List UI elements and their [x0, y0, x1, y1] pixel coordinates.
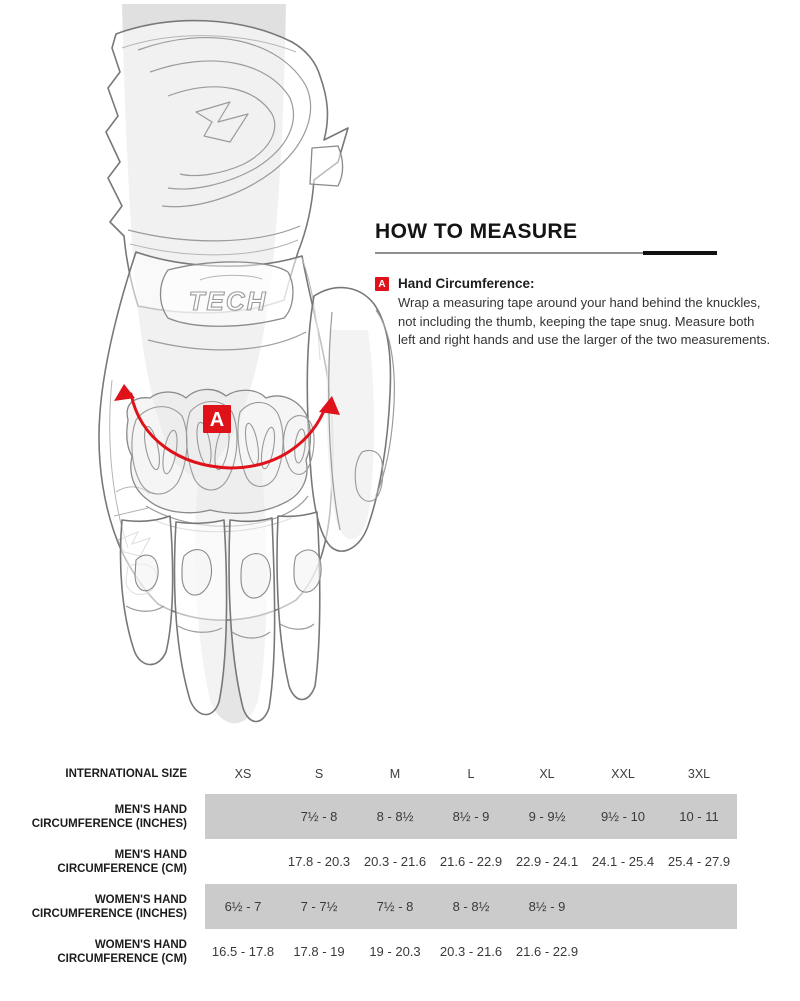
size-table-header-label: INTERNATIONAL SIZE	[0, 756, 205, 792]
size-value-cell	[585, 929, 661, 974]
size-value-cell: 8½ - 9	[433, 794, 509, 839]
title-underline	[375, 251, 717, 255]
size-value-cell: 21.6 - 22.9	[439, 854, 503, 869]
marker-a-badge-small	[375, 277, 389, 291]
table-row-mens-cm	[0, 839, 742, 884]
size-value-cell	[661, 884, 737, 929]
marker-a-letter: A	[209, 409, 225, 431]
size-value-cell: 8 - 8½	[433, 884, 509, 929]
size-column-header: XXL	[611, 767, 635, 781]
row-label: WOMEN'S HAND CIRCUMFERENCE (INCHES)	[0, 884, 205, 929]
size-value-cell: 7½ - 8	[281, 794, 357, 839]
size-value-cell: 8 - 8½	[357, 794, 433, 839]
size-value-cell: 22.9 - 24.1	[515, 854, 579, 869]
size-column-header: XS	[234, 767, 252, 781]
underline-thick-segment	[643, 251, 717, 255]
size-value-cell: 21.6 - 22.9	[515, 944, 579, 959]
measure-item-body	[398, 276, 770, 350]
how-to-measure-section	[375, 220, 771, 350]
size-value-cell	[205, 839, 281, 884]
measure-item-line: Wrap a measuring tape around your hand behind the knuckles,	[398, 295, 761, 310]
table-row-mens-inches	[0, 794, 742, 839]
size-value-cell: 16.5 - 17.8	[211, 944, 275, 959]
glove-illustration	[0, 0, 420, 750]
glove-line-art	[0, 0, 420, 750]
size-value-cell: 19 - 20.3	[369, 944, 421, 959]
size-value-cell: 24.1 - 25.4	[591, 854, 655, 869]
size-value-cell: 6½ - 7	[205, 884, 281, 929]
size-table	[0, 756, 742, 974]
size-value-cell: 7 - 7½	[281, 884, 357, 929]
size-value-cell: 10 - 11	[661, 794, 737, 839]
size-value-cell: 20.3 - 21.6	[439, 944, 503, 959]
size-column-header: L	[467, 767, 475, 781]
tech-patch-text: TECH	[188, 286, 268, 316]
size-value-cell: 17.8 - 20.3	[287, 854, 351, 869]
size-value-cell	[661, 929, 737, 974]
size-table-header-row	[0, 756, 742, 792]
glove-fingers	[121, 512, 322, 722]
size-value-cell: 7½ - 8	[357, 884, 433, 929]
row-label: MEN'S HAND CIRCUMFERENCE (CM)	[0, 839, 205, 884]
size-value-cell	[205, 794, 281, 839]
size-value-cell: 17.8 - 19	[293, 944, 345, 959]
size-value-cell: 9 - 9½	[509, 794, 585, 839]
size-column-header: S	[314, 767, 324, 781]
table-row-womens-cm	[0, 929, 742, 974]
size-column-header: 3XL	[687, 767, 711, 781]
marker-a-letter-small: A	[378, 278, 386, 290]
size-value-cell	[585, 884, 661, 929]
size-column-header: M	[389, 767, 401, 781]
row-label: WOMEN'S HAND CIRCUMFERENCE (CM)	[0, 929, 205, 974]
size-value-cell: 25.4 - 27.9	[667, 854, 731, 869]
measure-item-hand-circumference	[375, 276, 771, 350]
table-row-womens-inches	[0, 884, 742, 929]
marker-a-badge	[203, 405, 231, 433]
size-value-cell: 8½ - 9	[509, 884, 585, 929]
measure-item-line: not including the thumb, keeping the tape snug. Measure both	[398, 313, 755, 329]
measure-item-line: left and right hands and use the larger of the two measurements.	[398, 332, 771, 347]
section-title: HOW TO MEASURE	[375, 220, 578, 243]
size-value-cell: 20.3 - 21.6	[363, 854, 427, 869]
measure-item-title: Hand Circumference:	[398, 276, 535, 291]
tech-patch	[161, 262, 293, 326]
size-column-header: XL	[539, 767, 555, 781]
size-value-cell: 9½ - 10	[585, 794, 661, 839]
row-label: MEN'S HAND CIRCUMFERENCE (INCHES)	[0, 794, 205, 839]
